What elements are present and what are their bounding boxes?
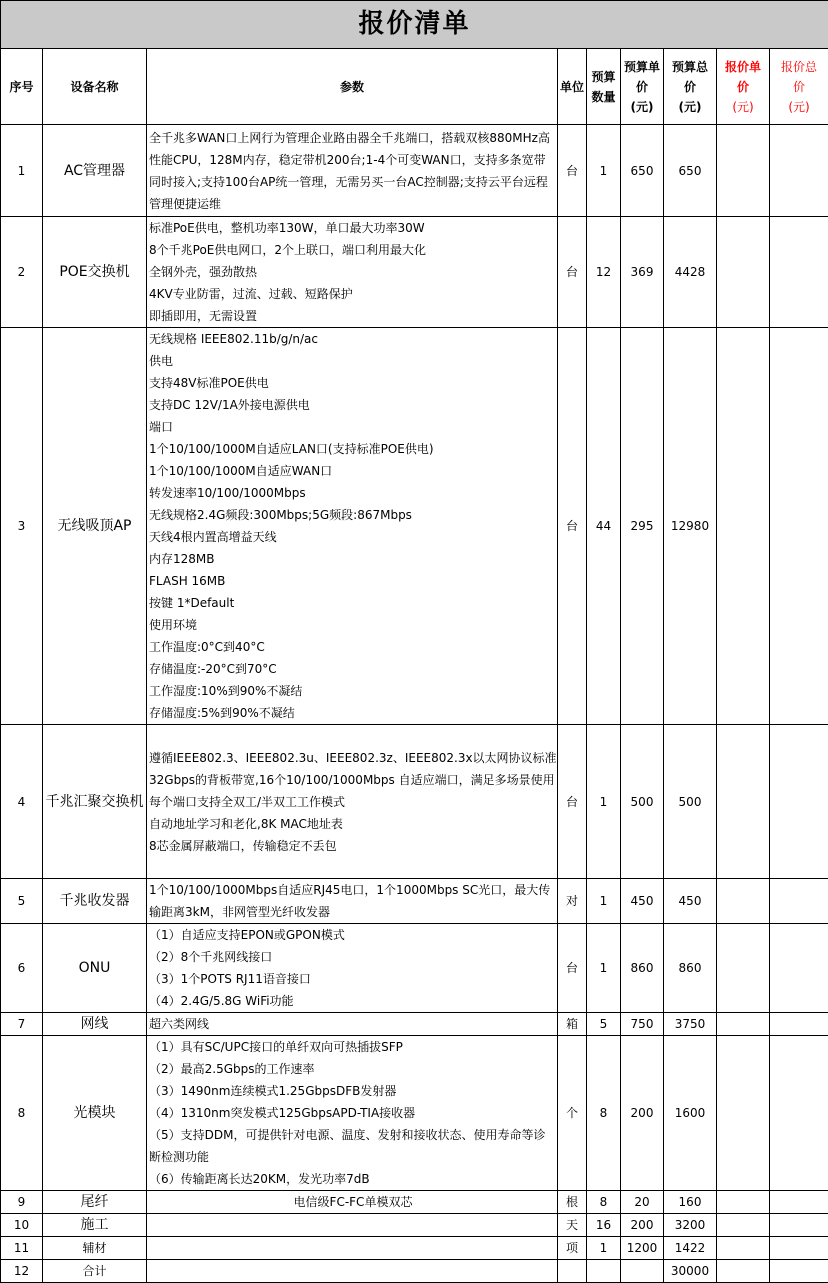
row-qty: 1 <box>587 125 621 217</box>
row-index: 7 <box>1 1013 43 1036</box>
row-name: 光模块 <box>43 1036 147 1191</box>
row-budget-unit-price: 20 <box>621 1191 664 1214</box>
table-row <box>1 1013 828 1036</box>
row-unit <box>558 1260 587 1283</box>
row-quote-unit-price <box>717 217 770 328</box>
header-quote-unit-price-line-1: 报价单 <box>717 57 769 77</box>
row-qty: 1 <box>587 1237 621 1260</box>
row-budget-unit-price: 750 <box>621 1013 664 1036</box>
param-line: （5）支持DDM，可提供针对电源、温度、发射和接收状态、使用寿命等诊断检测功能 <box>149 1124 557 1168</box>
row-index: 5 <box>1 879 43 924</box>
row-qty: 8 <box>587 1036 621 1191</box>
param-line: 即插即用，无需设置 <box>149 305 557 327</box>
param-line: 自动地址学习和老化,8K MAC地址表 <box>149 813 557 835</box>
header-quote-unit-price-line-2: 价 <box>717 77 769 97</box>
row-quote-unit-price <box>717 328 770 725</box>
table-row <box>1 1214 828 1237</box>
row-index: 3 <box>1 328 43 725</box>
param-line: （2）最高2.5Gbps的工作速率 <box>149 1058 557 1080</box>
row-index: 4 <box>1 725 43 879</box>
row-quote-total-price <box>770 1237 828 1260</box>
row-name: 千兆收发器 <box>43 879 147 924</box>
table-row <box>1 1260 828 1283</box>
row-unit: 根 <box>558 1191 587 1214</box>
row-name: POE交换机 <box>43 217 147 328</box>
row-name: 施工 <box>43 1214 147 1237</box>
row-budget-unit-price: 500 <box>621 725 664 879</box>
row-quote-unit-price <box>717 1214 770 1237</box>
param-line: 遵循IEEE802.3、IEEE802.3u、IEEE802.3z、IEEE802.3x以太网协议标准 <box>149 747 557 769</box>
row-qty: 1 <box>587 924 621 1013</box>
row-name: 合计 <box>43 1260 147 1283</box>
row-budget-unit-price: 1200 <box>621 1237 664 1260</box>
row-quote-total-price <box>770 1013 828 1036</box>
row-budget-unit-price: 650 <box>621 125 664 217</box>
row-quote-unit-price <box>717 1013 770 1036</box>
row-qty: 16 <box>587 1214 621 1237</box>
row-budget-total-price: 1600 <box>664 1036 717 1191</box>
param-line: 无线规格2.4G频段:300Mbps;5G频段:867Mbps <box>149 504 557 526</box>
param-line: 8个千兆PoE供电网口，2个上联口，端口利用最大化 <box>149 239 557 261</box>
param-line: 端口 <box>149 416 557 438</box>
param-line: 存储湿度:5%到90%不凝结 <box>149 702 557 724</box>
row-quote-unit-price <box>717 879 770 924</box>
param-line: 供电 <box>149 350 557 372</box>
row-unit: 项 <box>558 1237 587 1260</box>
table-body <box>1 125 828 1283</box>
row-budget-total-price: 3200 <box>664 1214 717 1237</box>
header-budget-total-price-line-3: (元) <box>664 97 716 117</box>
param-line: 按键 1*Default <box>149 592 557 614</box>
header-quote-total-price-line-2: 价 <box>770 77 828 97</box>
header-quote-unit-price <box>717 49 770 125</box>
row-index: 1 <box>1 125 43 217</box>
row-unit: 台 <box>558 328 587 725</box>
table-row <box>1 328 828 725</box>
row-budget-total-price: 860 <box>664 924 717 1013</box>
param-line: 1个10/100/1000M自适应WAN口 <box>149 460 557 482</box>
header-budget-unit-price <box>621 49 664 125</box>
table-row <box>1 725 828 879</box>
row-quote-total-price <box>770 1260 828 1283</box>
param-line: （3）1个POTS RJ11语音接口 <box>149 968 557 990</box>
param-line: （3）1490nm连续模式1.25GbpsDFB发射器 <box>149 1080 557 1102</box>
row-params <box>147 1191 558 1214</box>
row-budget-unit-price: 860 <box>621 924 664 1013</box>
param-line: （6）传输距离长达20KM，发光功率7dB <box>149 1168 557 1190</box>
row-budget-total-price: 3750 <box>664 1013 717 1036</box>
table-row <box>1 924 828 1013</box>
row-quote-total-price <box>770 924 828 1013</box>
row-params <box>147 328 558 725</box>
param-line: 天线4根内置高增益天线 <box>149 526 557 548</box>
header-budget-unit-price-line-2: 价 <box>621 77 663 97</box>
row-unit: 个 <box>558 1036 587 1191</box>
row-quote-unit-price <box>717 1191 770 1214</box>
header-name: 设备名称 <box>43 49 147 125</box>
param-line: 4KV专业防雷，过流、过载、短路保护 <box>149 283 557 305</box>
row-index: 11 <box>1 1237 43 1260</box>
header-budget-total-price <box>664 49 717 125</box>
row-params <box>147 1036 558 1191</box>
param-line: 支持DC 12V/1A外接电源供电 <box>149 394 557 416</box>
header-quote-total-price-line-3: (元) <box>770 97 828 117</box>
row-quote-unit-price <box>717 1237 770 1260</box>
row-params <box>147 725 558 879</box>
row-quote-unit-price <box>717 1036 770 1191</box>
row-name: 网线 <box>43 1013 147 1036</box>
param-line: 32Gbps的背板带宽,16个10/100/1000Mbps 自适应端口，满足多场景使用 <box>149 769 557 791</box>
row-params <box>147 1214 558 1237</box>
row-name: 千兆汇聚交换机 <box>43 725 147 879</box>
param-line: 内存128MB <box>149 548 557 570</box>
page-title: 报价清单 <box>1 1 828 49</box>
row-quote-unit-price <box>717 125 770 217</box>
row-quote-total-price <box>770 1214 828 1237</box>
row-budget-unit-price: 200 <box>621 1036 664 1191</box>
header-qty-line-2: 数量 <box>587 87 620 107</box>
row-name: AC管理器 <box>43 125 147 217</box>
row-qty: 1 <box>587 725 621 879</box>
row-unit: 台 <box>558 125 587 217</box>
row-name: 尾纤 <box>43 1191 147 1214</box>
row-quote-unit-price <box>717 1260 770 1283</box>
header-budget-total-price-line-1: 预算总 <box>664 57 716 77</box>
row-index: 8 <box>1 1036 43 1191</box>
row-params <box>147 924 558 1013</box>
header-qty <box>587 49 621 125</box>
param-line: 全千兆多WAN口上网行为管理企业路由器全千兆端口，搭载双核880MHz高性能CPU，128M内存，稳定带机200台;1-4个可变WAN口，支持多条宽带同时接入;支持100台AP统一管理，无需另买一台AC控制器;支持云平台远程管理便捷运维 <box>149 127 557 215</box>
row-unit: 台 <box>558 725 587 879</box>
table-row <box>1 1036 828 1191</box>
row-quote-unit-price <box>717 725 770 879</box>
row-unit: 台 <box>558 217 587 328</box>
header-quote-unit-price-line-3: (元) <box>717 97 769 117</box>
row-budget-total-price: 12980 <box>664 328 717 725</box>
row-qty: 44 <box>587 328 621 725</box>
header-params: 参数 <box>147 49 558 125</box>
row-budget-unit-price <box>621 1260 664 1283</box>
row-budget-total-price: 4428 <box>664 217 717 328</box>
param-line: 标准PoE供电，整机功率130W，单口最大功率30W <box>149 217 557 239</box>
row-unit: 对 <box>558 879 587 924</box>
param-line: 工作湿度:10%到90%不凝结 <box>149 680 557 702</box>
row-unit: 天 <box>558 1214 587 1237</box>
param-line: 全钢外壳，强劲散热 <box>149 261 557 283</box>
row-index: 6 <box>1 924 43 1013</box>
row-index: 2 <box>1 217 43 328</box>
row-budget-total-price: 30000 <box>664 1260 717 1283</box>
param-line: 超六类网线 <box>149 1014 557 1035</box>
param-line: FLASH 16MB <box>149 570 557 592</box>
row-qty: 5 <box>587 1013 621 1036</box>
row-budget-unit-price: 450 <box>621 879 664 924</box>
header-index: 序号 <box>1 49 43 125</box>
row-quote-total-price <box>770 879 828 924</box>
row-quote-total-price <box>770 328 828 725</box>
row-name: 辅材 <box>43 1237 147 1260</box>
param-line: 1个10/100/1000M自适应LAN口(支持标准POE供电) <box>149 438 557 460</box>
row-quote-total-price <box>770 125 828 217</box>
param-line: 8芯金属屏蔽端口，传输稳定不丢包 <box>149 835 557 857</box>
header-quote-total-price <box>770 49 828 125</box>
param-line: （4）2.4G/5.8G WiFi功能 <box>149 990 557 1012</box>
param-line: 1个10/100/1000Mbps自适应RJ45电口，1个1000Mbps SC光口，最大传输距离3kM，非网管型光纤收发器 <box>149 879 557 923</box>
param-line: 使用环境 <box>149 614 557 636</box>
row-quote-total-price <box>770 217 828 328</box>
row-qty: 1 <box>587 879 621 924</box>
row-unit: 箱 <box>558 1013 587 1036</box>
row-quote-unit-price <box>717 924 770 1013</box>
row-qty: 8 <box>587 1191 621 1214</box>
row-quote-total-price <box>770 1191 828 1214</box>
table-row <box>1 1191 828 1214</box>
header-budget-total-price-line-2: 价 <box>664 77 716 97</box>
row-budget-total-price: 160 <box>664 1191 717 1214</box>
row-qty <box>587 1260 621 1283</box>
param-line: （1）自适应支持EPON或GPON模式 <box>149 924 557 946</box>
param-line: 存储温度:-20°C到70°C <box>149 658 557 680</box>
row-budget-total-price: 450 <box>664 879 717 924</box>
row-budget-total-price: 650 <box>664 125 717 217</box>
param-line: （4）1310nm突发模式125GbpsAPD-TIA接收器 <box>149 1102 557 1124</box>
row-index: 9 <box>1 1191 43 1214</box>
row-index: 10 <box>1 1214 43 1237</box>
param-line: 电信级FC-FC单模双芯 <box>149 1192 557 1213</box>
param-line: 工作温度:0°C到40°C <box>149 636 557 658</box>
row-budget-unit-price: 369 <box>621 217 664 328</box>
header-quote-total-price-line-1: 报价总 <box>770 57 828 77</box>
header-row <box>1 49 828 125</box>
row-index: 12 <box>1 1260 43 1283</box>
row-budget-unit-price: 295 <box>621 328 664 725</box>
param-line: 每个端口支持全双工/半双工工作模式 <box>149 791 557 813</box>
header-qty-line-1: 预算 <box>587 67 620 87</box>
param-line: 无线规格 IEEE802.11b/g/n/ac <box>149 328 557 350</box>
row-name: 无线吸顶AP <box>43 328 147 725</box>
row-quote-total-price <box>770 1036 828 1191</box>
header-unit: 单位 <box>558 49 587 125</box>
row-params <box>147 1013 558 1036</box>
param-line: 转发速率10/100/1000Mbps <box>149 482 557 504</box>
row-quote-total-price <box>770 725 828 879</box>
param-line: 支持48V标准POE供电 <box>149 372 557 394</box>
param-line: （2）8个千兆网线接口 <box>149 946 557 968</box>
row-params <box>147 217 558 328</box>
table-row <box>1 879 828 924</box>
row-params <box>147 1237 558 1260</box>
row-params <box>147 1260 558 1283</box>
table-row <box>1 217 828 328</box>
row-qty: 12 <box>587 217 621 328</box>
row-params <box>147 879 558 924</box>
table-row <box>1 125 828 217</box>
row-params <box>147 125 558 217</box>
param-line: （1）具有SC/UPC接口的单纤双向可热插拔SFP <box>149 1036 557 1058</box>
header-budget-unit-price-line-1: 预算单 <box>621 57 663 77</box>
table-row <box>1 1237 828 1260</box>
row-name: ONU <box>43 924 147 1013</box>
row-unit: 台 <box>558 924 587 1013</box>
row-budget-total-price: 500 <box>664 725 717 879</box>
header-budget-unit-price-line-3: (元) <box>621 97 663 117</box>
row-budget-total-price: 1422 <box>664 1237 717 1260</box>
row-budget-unit-price: 200 <box>621 1214 664 1237</box>
